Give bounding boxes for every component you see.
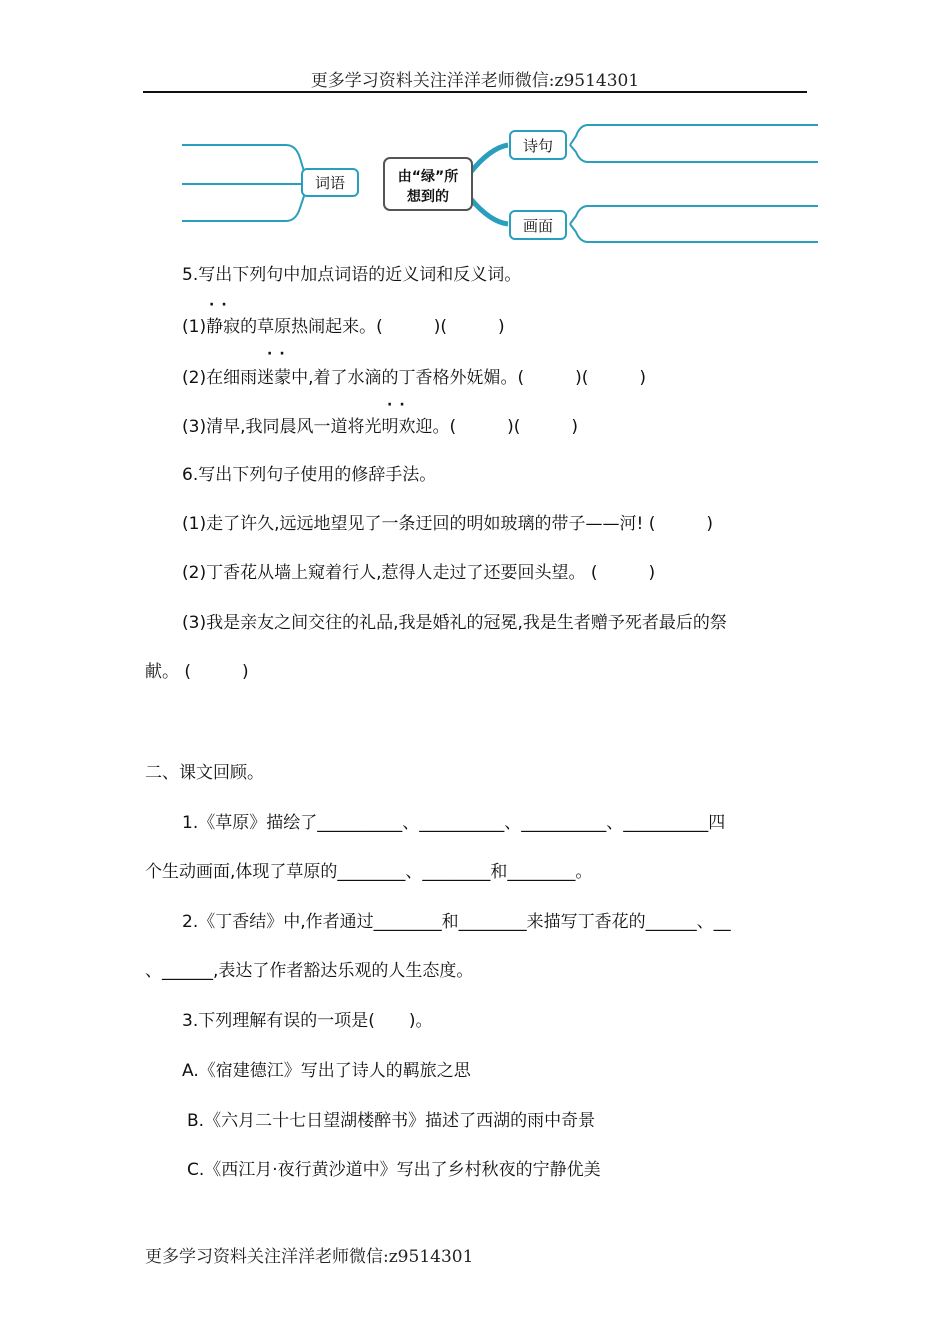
s2-q3-option-b: B.《六月二十七日望湖楼醉书》描述了西湖的雨中奇景 [187, 1111, 596, 1131]
emphasis-dots-1: ·· [209, 297, 234, 313]
emphasis-dots-3: ·· [387, 397, 412, 413]
s2-q2-line2: 、______,表达了作者豁达乐观的人生态度。 [145, 961, 474, 981]
q6-item-3: (3)我是亲友之间交往的礼品,我是婚礼的冠冕,我是生者赠予死者最后的祭 [182, 613, 727, 633]
q6-item-2: (2)丁香花从墙上窥着行人,惹得人走过了还要回头望。 ( ) [182, 563, 656, 583]
mindmap-left-label: 词语 [314, 174, 346, 192]
s2-q1-line2: 个生动画面,体现了草原的________、________和________。 [145, 862, 593, 882]
mindmap-right-top-line-1 [570, 125, 818, 145]
mindmap-right-bottom-line-2 [570, 224, 818, 242]
section2-title: 二、课文回顾。 [145, 763, 264, 783]
emphasis-dots-2: ·· [267, 346, 292, 362]
page-footer: 更多学习资料关注洋洋老师微信:z9514301 [145, 1247, 474, 1267]
q5-title: 5.写出下列句中加点词语的近义词和反义词。 [182, 265, 522, 285]
s2-q3-option-a: A.《宿建德江》写出了诗人的羁旅之思 [182, 1061, 471, 1081]
mindmap-left-line-3 [182, 190, 306, 221]
q5-item-2: (2)在细雨迷蒙中,着了水滴的丁香格外妩媚。( )( ) [182, 368, 647, 388]
mindmap-connector-bottom [470, 198, 508, 224]
page-header: 更多学习资料关注洋洋老师微信:z9514301 [310, 71, 640, 91]
mindmap-center-label-2: 想到的 [407, 189, 449, 205]
q5-item-3: (3)清早,我同晨风一道将光明欢迎。( )( ) [182, 417, 579, 437]
q6-item-3-cont: 献。 ( ) [145, 662, 249, 682]
mindmap-right-bottom-line-1 [570, 206, 818, 224]
mindmap-right-top-line-2 [570, 145, 818, 162]
q5-item-1: (1)静寂的草原热闹起来。( )( ) [182, 317, 505, 337]
header-rule [143, 91, 807, 93]
mindmap-right-top-label: 诗句 [522, 137, 554, 155]
mindmap-right-bottom-label: 画面 [522, 217, 554, 235]
q6-item-1: (1)走了许久,远远地望见了一条迂回的明如玻璃的带子——河! ( ) [182, 514, 713, 534]
mindmap-connector-top [470, 145, 508, 173]
mindmap-center-label-1: 由“绿”所 [397, 169, 459, 185]
mind-map [178, 118, 820, 246]
s2-q1-line1: 1.《草原》描绘了__________、__________、__________、__________四 [182, 813, 726, 833]
s2-q3-option-c: C.《西江月·夜行黄沙道中》写出了乡村秋夜的宁静优美 [187, 1160, 601, 1180]
mindmap-left-line-1 [182, 145, 306, 178]
q6-title: 6.写出下列句子使用的修辞手法。 [182, 465, 437, 485]
s2-q3: 3.下列理解有误的一项是( )。 [182, 1011, 433, 1031]
s2-q2-line1: 2.《丁香结》中,作者通过________和________来描写丁香花的______、__ [182, 912, 731, 932]
